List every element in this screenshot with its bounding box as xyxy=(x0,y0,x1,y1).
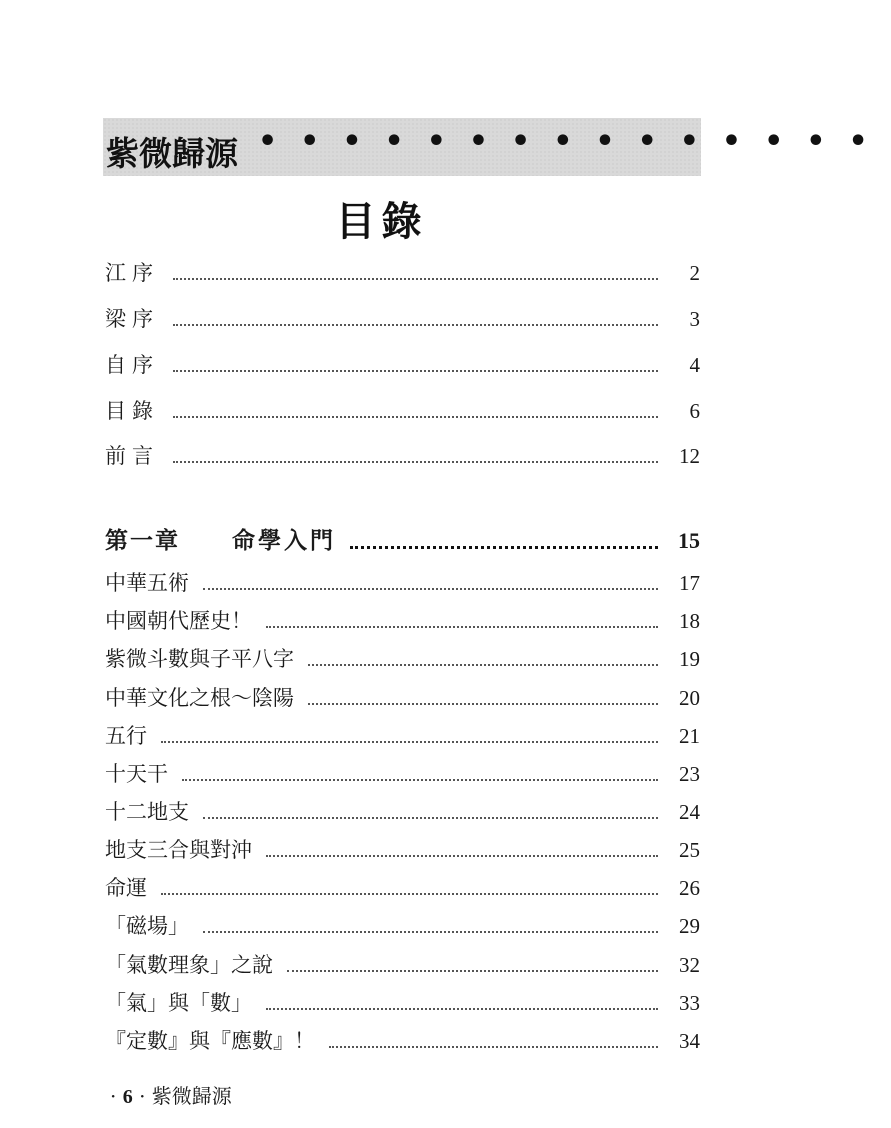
toc-entry-page: 24 xyxy=(679,800,700,824)
toc-entry-page: 2 xyxy=(689,261,700,285)
toc-entry[interactable] xyxy=(105,984,700,1018)
toc-entry[interactable] xyxy=(105,793,700,827)
toc-entry-label: 『定數』與『應數』！ xyxy=(105,1029,315,1053)
book-title-header: 紫微歸源 xyxy=(106,134,238,173)
toc-entry[interactable] xyxy=(105,346,700,380)
toc-entry-label: 目錄 xyxy=(105,399,159,423)
dot-leader xyxy=(308,702,658,705)
dot-leader xyxy=(161,892,658,895)
toc-entry-label: 自序 xyxy=(105,353,159,377)
toc-entry-page: 12 xyxy=(679,444,700,468)
chapter-heading[interactable] xyxy=(105,522,700,556)
toc-entry-label: 中國朝代歷史！ xyxy=(105,609,252,633)
toc-entry-page: 21 xyxy=(679,724,700,748)
toc-entry-label: 命運 xyxy=(105,876,147,900)
toc-entry[interactable] xyxy=(105,300,700,334)
toc-entry[interactable] xyxy=(105,946,700,980)
dot-leader xyxy=(287,969,658,972)
dot-leader xyxy=(308,663,658,666)
dot-leader xyxy=(350,545,658,549)
toc-entry[interactable] xyxy=(105,831,700,865)
toc-entry-page: 18 xyxy=(679,609,700,633)
toc-entry-label: 十二地支 xyxy=(105,800,189,824)
toc-entry-page: 32 xyxy=(679,953,700,977)
toc-entry-page: 33 xyxy=(679,991,700,1015)
dot-leader xyxy=(203,930,658,933)
toc-entry-label: 「磁場」 xyxy=(105,914,189,938)
toc-entry[interactable] xyxy=(105,717,700,751)
toc-entry[interactable] xyxy=(105,640,700,674)
dot-leader xyxy=(173,415,658,418)
toc-entry-page: 26 xyxy=(679,876,700,900)
chapter-number: 第一章 xyxy=(105,528,180,554)
toc-entry[interactable] xyxy=(105,679,700,713)
toc-entry[interactable] xyxy=(105,564,700,598)
toc-entry-label: 梁序 xyxy=(105,307,159,331)
dot-leader xyxy=(161,740,658,743)
page-footer xyxy=(110,1080,232,1109)
toc-entry-label: 地支三合與對沖 xyxy=(105,838,252,862)
bullet: · xyxy=(110,1084,117,1108)
dot-leader xyxy=(182,778,658,781)
toc-entry-page: 19 xyxy=(679,647,700,671)
footer-page-number: 6 xyxy=(122,1086,133,1108)
page-title: 目錄 xyxy=(335,199,428,245)
toc-entry[interactable] xyxy=(105,254,700,288)
dot-leader xyxy=(266,625,658,628)
toc-entry-label: 五行 xyxy=(105,724,147,748)
toc-entry-label: 十天干 xyxy=(105,762,168,786)
dot-leader xyxy=(266,854,658,857)
toc-entry-page: 34 xyxy=(679,1029,700,1053)
toc-entry[interactable] xyxy=(105,1022,700,1056)
toc-entry[interactable] xyxy=(105,907,700,941)
dot-leader xyxy=(173,277,658,280)
header-dot-leader: ••••••••••••••• xyxy=(258,124,891,159)
bullet: · xyxy=(139,1084,146,1108)
dot-leader xyxy=(173,460,658,463)
toc-entry-page: 23 xyxy=(679,762,700,786)
toc-entry-label: 「氣數理象」之說 xyxy=(105,953,273,977)
dot-leader xyxy=(173,369,658,372)
toc-entry-page: 6 xyxy=(689,399,700,423)
toc-entry-page: 4 xyxy=(689,353,700,377)
toc-entry-label: 紫微斗數與子平八字 xyxy=(105,647,294,671)
toc-entry[interactable] xyxy=(105,755,700,789)
dot-leader xyxy=(329,1045,658,1048)
toc-entry-label: 「氣」與「數」 xyxy=(105,991,252,1015)
dot-leader xyxy=(203,587,658,590)
toc-entry-page: 20 xyxy=(679,686,700,710)
toc-entry[interactable] xyxy=(105,437,700,471)
dot-leader xyxy=(173,323,658,326)
toc-entry-page: 29 xyxy=(679,914,700,938)
toc-entry-page: 25 xyxy=(679,838,700,862)
toc-entry-label: 前言 xyxy=(105,444,159,468)
toc-entry-page: 3 xyxy=(689,307,700,331)
toc-entry[interactable] xyxy=(105,392,700,426)
footer-book-title: 紫微歸源 xyxy=(151,1084,232,1108)
toc-entry[interactable] xyxy=(105,602,700,636)
dot-leader xyxy=(266,1007,658,1010)
dot-leader xyxy=(203,816,658,819)
toc-entry-label: 江序 xyxy=(105,261,159,285)
toc-entry-page: 17 xyxy=(679,571,700,595)
chapter-page: 15 xyxy=(678,528,700,553)
toc-entry-label: 中華五術 xyxy=(105,571,189,595)
toc-entry-label: 中華文化之根～陰陽 xyxy=(105,686,294,710)
toc-entry[interactable] xyxy=(105,869,700,903)
chapter-title: 命學入門 xyxy=(232,528,336,554)
